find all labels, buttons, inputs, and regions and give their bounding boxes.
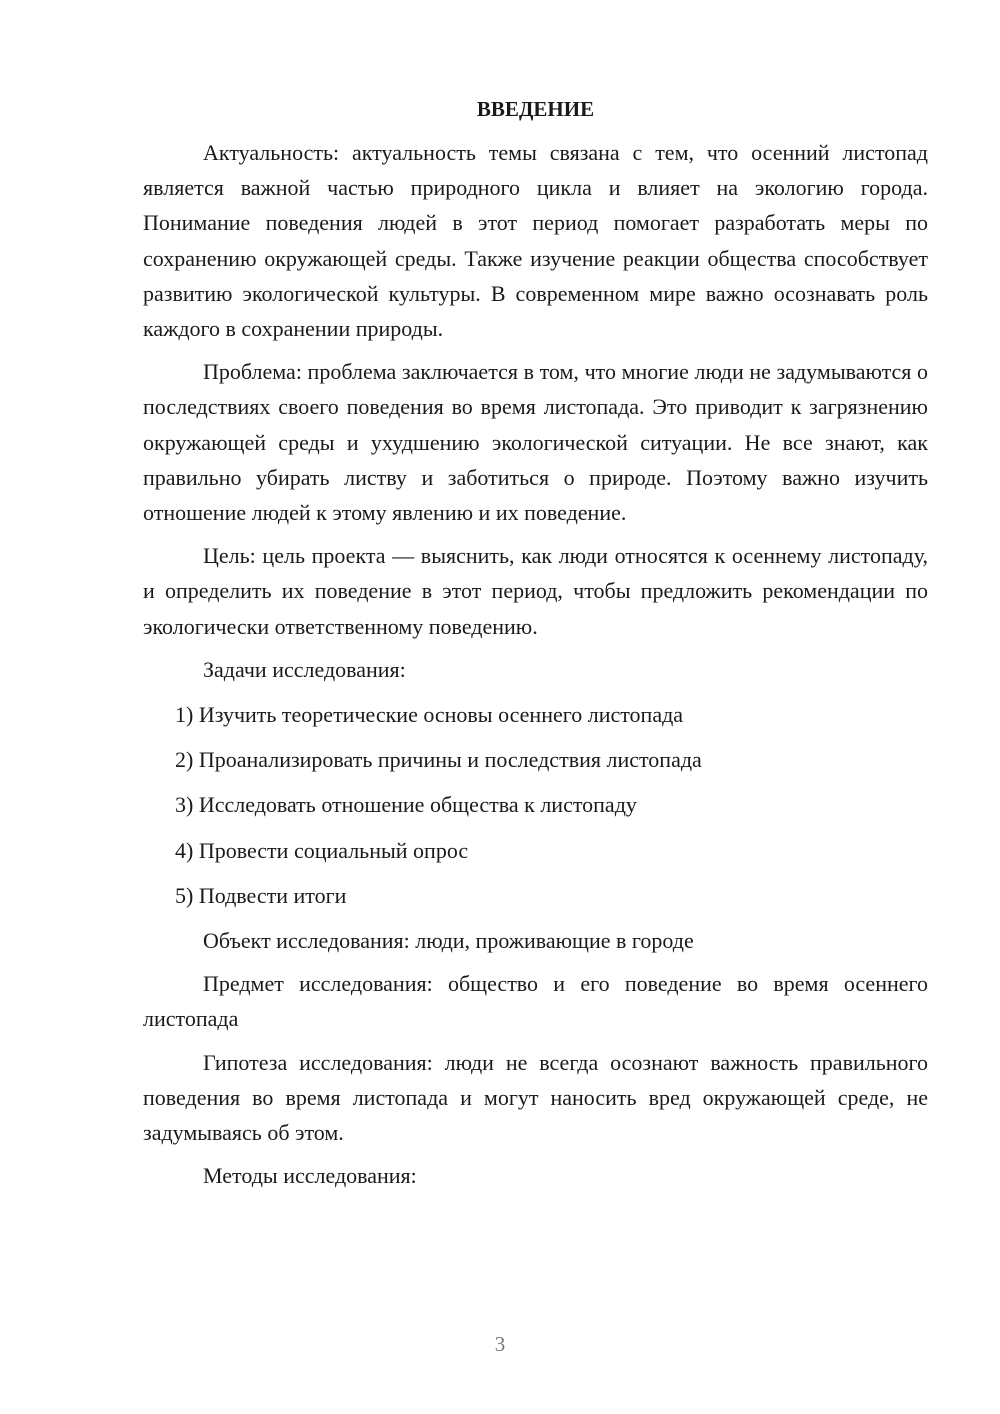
hypothesis-paragraph: Гипотеза исследования: люди не всегда осознают важность правильного поведения во время листопада и могут наносить вред окружающей среде, не задумываясь об этом.: [143, 1049, 928, 1146]
methods-heading: Методы исследования:: [203, 1163, 417, 1189]
document-page: [143, 92, 928, 1203]
relevance-paragraph: Актуальность: актуальность темы связана с тем, что осенний листопад является важной частью природного цикла и влияет на экологию города. Понимание поведения людей в этот период помогает разработать меры по сохранению окружающей среды. Также изучение реакции общества способствует развитию экологической культуры. В современном мире важно осознавать роль каждого в сохранении природы.: [143, 140, 928, 342]
tasks-heading: Задачи исследования:: [203, 656, 406, 682]
task-item: 1) Изучить теоретические основы осеннего листопада: [175, 702, 684, 728]
goal-paragraph: Цель: цель проекта — выяснить, как люди относятся к осеннему листопаду, и определить их поведение в этот период, чтобы предложить рекомендации по экологически ответственному поведению.: [143, 543, 928, 639]
problem-paragraph: Проблема: проблема заключается в том, что многие люди не задумываются о последствиях своего поведения во время листопада. Это приводит к загрязнению окружающей среды и ухудшению экологической ситуации. Не все знают, как правильно убирать листву и заботиться о природе. Поэтому важно изучить отношение людей к этому явлению и их поведение.: [143, 359, 928, 526]
page-title: ВВЕДЕНИЕ: [476, 97, 595, 121]
subject-paragraph: Предмет исследования: общество и его поведение во время осеннего листопада: [143, 971, 928, 1032]
page-number: 3: [494, 1332, 506, 1356]
task-item: 5) Подвести итоги: [175, 882, 347, 908]
task-item: 3) Исследовать отношение общества к листопаду: [175, 792, 637, 818]
object-paragraph: Объект исследования: люди, проживающие в городе: [203, 928, 694, 954]
task-item: 2) Проанализировать причины и последствия листопада: [175, 747, 702, 773]
task-item: 4) Провести социальный опрос: [175, 837, 469, 863]
